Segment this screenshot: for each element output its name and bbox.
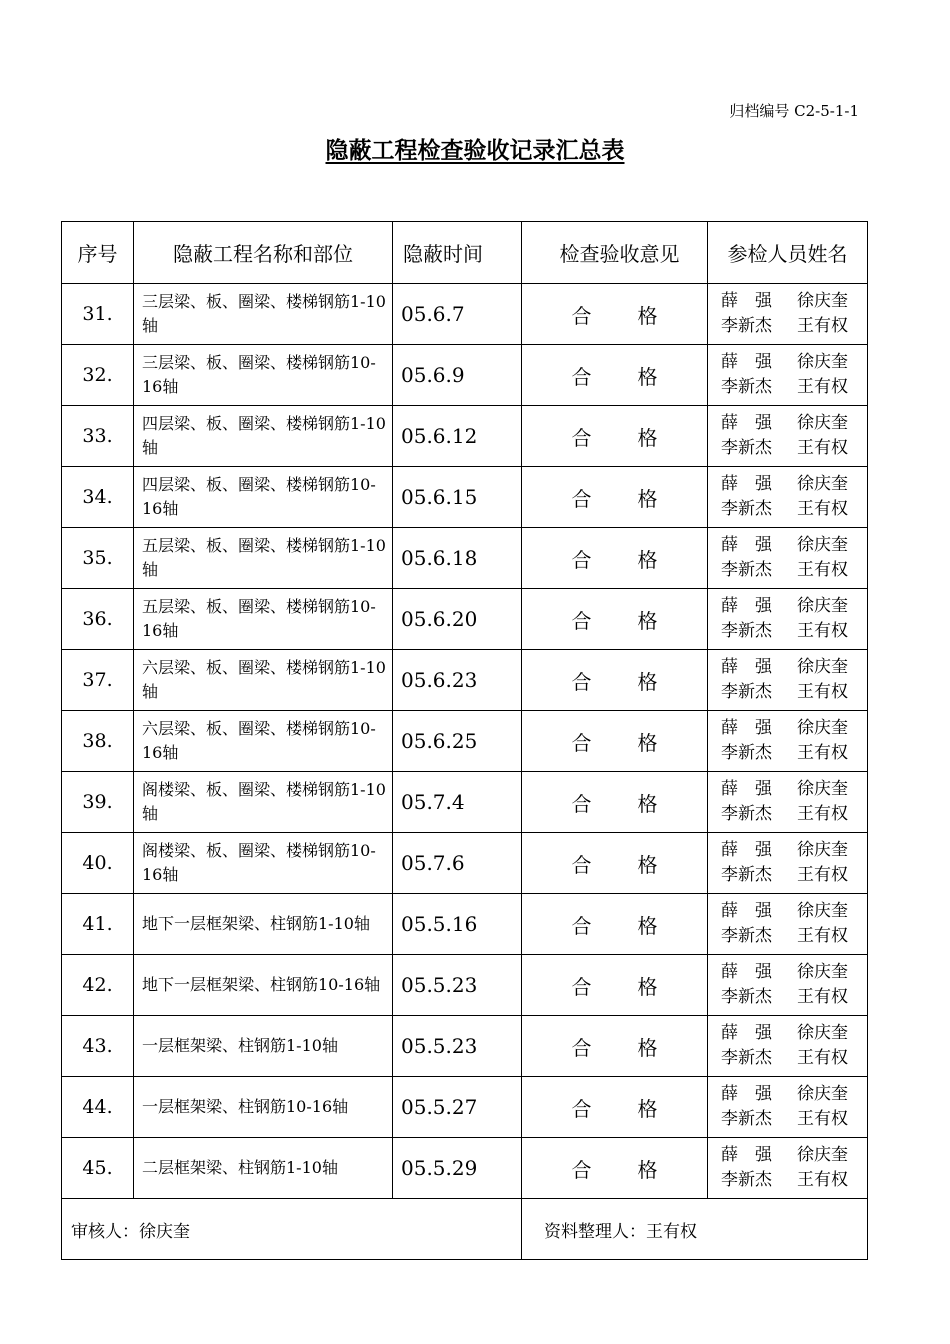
participant: 王有权 — [797, 682, 848, 702]
participant: 薛 强 — [721, 474, 772, 494]
row-participants — [708, 772, 868, 833]
row-participants — [708, 1138, 868, 1199]
table-row — [62, 406, 868, 467]
row-number: 42. — [62, 955, 134, 1016]
row-opinion-char-2: 格 — [637, 364, 658, 389]
participant: 李新杰 — [721, 743, 772, 763]
participant: 徐庆奎 — [797, 840, 848, 860]
row-opinion-char-2: 格 — [637, 730, 658, 755]
row-concealed-time: 05.6.12 — [393, 406, 522, 467]
row-opinion-char-1: 合 — [571, 547, 592, 572]
row-project-name: 阁楼梁、板、圈梁、楼梯钢筋1-10轴 — [134, 772, 393, 833]
table-row — [62, 833, 868, 894]
row-number: 40. — [62, 833, 134, 894]
row-number: 37. — [62, 650, 134, 711]
participant: 王有权 — [797, 438, 848, 458]
row-opinion-char-1: 合 — [571, 791, 592, 816]
header-opinion: 检查验收意见 — [522, 222, 708, 284]
row-project-name: 一层框架梁、柱钢筋1-10轴 — [134, 1016, 393, 1077]
header-no: 序号 — [62, 222, 134, 284]
row-project-name: 五层梁、板、圈梁、楼梯钢筋1-10轴 — [134, 528, 393, 589]
row-project-name: 阁楼梁、板、圈梁、楼梯钢筋10-16轴 — [134, 833, 393, 894]
row-number: 43. — [62, 1016, 134, 1077]
row-concealed-time: 05.5.23 — [393, 1016, 522, 1077]
row-number: 36. — [62, 589, 134, 650]
row-number: 31. — [62, 284, 134, 345]
row-opinion — [522, 894, 708, 955]
table-row — [62, 772, 868, 833]
participant: 李新杰 — [721, 377, 772, 397]
row-opinion-char-1: 合 — [571, 1035, 592, 1060]
row-participants — [708, 955, 868, 1016]
row-number: 39. — [62, 772, 134, 833]
participant: 薛 强 — [721, 1084, 772, 1104]
participant: 王有权 — [797, 499, 848, 519]
row-opinion-char-1: 合 — [571, 669, 592, 694]
row-number: 41. — [62, 894, 134, 955]
participant: 薛 强 — [721, 413, 772, 433]
participant: 王有权 — [797, 926, 848, 946]
row-number: 38. — [62, 711, 134, 772]
row-opinion — [522, 833, 708, 894]
row-project-name: 六层梁、板、圈梁、楼梯钢筋1-10轴 — [134, 650, 393, 711]
row-opinion — [522, 528, 708, 589]
row-number: 34. — [62, 467, 134, 528]
row-project-name: 二层框架梁、柱钢筋1-10轴 — [134, 1138, 393, 1199]
row-participants — [708, 284, 868, 345]
participant: 徐庆奎 — [797, 1145, 848, 1165]
participant: 薛 强 — [721, 352, 772, 372]
row-participants — [708, 1077, 868, 1138]
table-row — [62, 528, 868, 589]
row-opinion-char-2: 格 — [637, 791, 658, 816]
participant: 李新杰 — [721, 987, 772, 1007]
participant: 徐庆奎 — [797, 474, 848, 494]
participant: 徐庆奎 — [797, 596, 848, 616]
table-row — [62, 894, 868, 955]
table-row — [62, 467, 868, 528]
archive-number: 归档编号 C2-5-1-1 — [729, 102, 859, 120]
row-opinion-char-1: 合 — [571, 425, 592, 450]
participant: 李新杰 — [721, 438, 772, 458]
participant: 李新杰 — [721, 682, 772, 702]
page-title — [0, 132, 950, 165]
row-concealed-time: 05.6.25 — [393, 711, 522, 772]
participant: 徐庆奎 — [797, 413, 848, 433]
row-opinion — [522, 711, 708, 772]
participant: 李新杰 — [721, 499, 772, 519]
row-opinion — [522, 589, 708, 650]
row-opinion-char-2: 格 — [637, 1096, 658, 1121]
row-opinion-char-2: 格 — [637, 669, 658, 694]
row-opinion-char-1: 合 — [571, 303, 592, 328]
row-concealed-time: 05.5.23 — [393, 955, 522, 1016]
participant: 王有权 — [797, 316, 848, 336]
participant: 薛 强 — [721, 596, 772, 616]
participant: 王有权 — [797, 1048, 848, 1068]
table-row — [62, 650, 868, 711]
participant: 李新杰 — [721, 560, 772, 580]
row-opinion — [522, 1077, 708, 1138]
participant: 李新杰 — [721, 621, 772, 641]
row-opinion — [522, 772, 708, 833]
row-opinion-char-1: 合 — [571, 974, 592, 999]
row-opinion-char-2: 格 — [637, 852, 658, 877]
row-opinion-char-2: 格 — [637, 1035, 658, 1060]
row-opinion — [522, 345, 708, 406]
organizer: 资料整理人：王有权 — [522, 1199, 868, 1260]
participant: 王有权 — [797, 1170, 848, 1190]
participant: 薛 强 — [721, 718, 772, 738]
table-row — [62, 589, 868, 650]
participant: 徐庆奎 — [797, 535, 848, 555]
row-opinion-char-2: 格 — [637, 486, 658, 511]
participant: 薛 强 — [721, 1023, 772, 1043]
participant: 王有权 — [797, 1109, 848, 1129]
row-opinion-char-1: 合 — [571, 852, 592, 877]
row-concealed-time: 05.6.9 — [393, 345, 522, 406]
row-project-name: 六层梁、板、圈梁、楼梯钢筋10-16轴 — [134, 711, 393, 772]
participant: 徐庆奎 — [797, 352, 848, 372]
table-footer-row — [62, 1199, 868, 1260]
row-opinion — [522, 650, 708, 711]
table-row — [62, 955, 868, 1016]
row-opinion-char-2: 格 — [637, 1157, 658, 1182]
participant: 徐庆奎 — [797, 718, 848, 738]
row-opinion-char-1: 合 — [571, 913, 592, 938]
row-project-name: 一层框架梁、柱钢筋10-16轴 — [134, 1077, 393, 1138]
participant: 李新杰 — [721, 804, 772, 824]
participant: 李新杰 — [721, 1170, 772, 1190]
row-opinion-char-2: 格 — [637, 974, 658, 999]
table-row — [62, 345, 868, 406]
row-concealed-time: 05.7.4 — [393, 772, 522, 833]
participant: 薛 强 — [721, 840, 772, 860]
row-opinion-char-1: 合 — [571, 1096, 592, 1121]
row-project-name: 三层梁、板、圈梁、楼梯钢筋1-10轴 — [134, 284, 393, 345]
table-row — [62, 284, 868, 345]
participant: 王有权 — [797, 865, 848, 885]
participant: 王有权 — [797, 377, 848, 397]
participant: 李新杰 — [721, 926, 772, 946]
participant: 王有权 — [797, 987, 848, 1007]
row-opinion-char-2: 格 — [637, 608, 658, 633]
participant: 徐庆奎 — [797, 657, 848, 677]
row-project-name: 四层梁、板、圈梁、楼梯钢筋10-16轴 — [134, 467, 393, 528]
participant: 李新杰 — [721, 1048, 772, 1068]
participant: 薛 强 — [721, 962, 772, 982]
row-participants — [708, 345, 868, 406]
row-opinion-char-1: 合 — [571, 486, 592, 511]
row-number: 44. — [62, 1077, 134, 1138]
participant: 徐庆奎 — [797, 291, 848, 311]
table-row — [62, 711, 868, 772]
participant: 李新杰 — [721, 1109, 772, 1129]
row-participants — [708, 894, 868, 955]
header-time: 隐蔽时间 — [393, 222, 522, 284]
participant: 徐庆奎 — [797, 901, 848, 921]
row-participants — [708, 1016, 868, 1077]
row-participants — [708, 406, 868, 467]
row-concealed-time: 05.6.7 — [393, 284, 522, 345]
table-row — [62, 1016, 868, 1077]
participant: 王有权 — [797, 804, 848, 824]
row-number: 35. — [62, 528, 134, 589]
row-concealed-time: 05.7.6 — [393, 833, 522, 894]
participant: 薛 强 — [721, 779, 772, 799]
row-opinion — [522, 1138, 708, 1199]
row-project-name: 地下一层框架梁、柱钢筋1-10轴 — [134, 894, 393, 955]
row-project-name: 四层梁、板、圈梁、楼梯钢筋1-10轴 — [134, 406, 393, 467]
row-project-name: 地下一层框架梁、柱钢筋10-16轴 — [134, 955, 393, 1016]
row-opinion-char-1: 合 — [571, 364, 592, 389]
row-opinion — [522, 406, 708, 467]
table-row — [62, 1138, 868, 1199]
row-participants — [708, 589, 868, 650]
row-opinion — [522, 284, 708, 345]
row-concealed-time: 05.6.20 — [393, 589, 522, 650]
header-name: 隐蔽工程名称和部位 — [134, 222, 393, 284]
page-title-text: 隐蔽工程检查验收记录汇总表 — [325, 137, 625, 164]
table-body — [62, 284, 868, 1199]
row-concealed-time: 05.5.29 — [393, 1138, 522, 1199]
row-concealed-time: 05.6.15 — [393, 467, 522, 528]
participant: 李新杰 — [721, 316, 772, 336]
row-project-name: 五层梁、板、圈梁、楼梯钢筋10-16轴 — [134, 589, 393, 650]
participant: 薛 强 — [721, 291, 772, 311]
participant: 徐庆奎 — [797, 779, 848, 799]
participant: 薛 强 — [721, 1145, 772, 1165]
participant: 王有权 — [797, 743, 848, 763]
header-people: 参检人员姓名 — [708, 222, 868, 284]
participant: 徐庆奎 — [797, 1084, 848, 1104]
inspection-summary-table — [61, 221, 868, 1260]
row-participants — [708, 528, 868, 589]
row-opinion-char-1: 合 — [571, 1157, 592, 1182]
row-opinion — [522, 955, 708, 1016]
row-number: 32. — [62, 345, 134, 406]
row-participants — [708, 711, 868, 772]
row-opinion-char-2: 格 — [637, 303, 658, 328]
row-opinion — [522, 467, 708, 528]
row-project-name: 三层梁、板、圈梁、楼梯钢筋10-16轴 — [134, 345, 393, 406]
row-concealed-time: 05.6.18 — [393, 528, 522, 589]
row-opinion — [522, 1016, 708, 1077]
table-row — [62, 1077, 868, 1138]
row-participants — [708, 467, 868, 528]
participant: 薛 强 — [721, 657, 772, 677]
table-header-row — [62, 222, 868, 284]
participant: 徐庆奎 — [797, 962, 848, 982]
row-participants — [708, 833, 868, 894]
row-concealed-time: 05.5.16 — [393, 894, 522, 955]
row-opinion-char-2: 格 — [637, 547, 658, 572]
row-concealed-time: 05.6.23 — [393, 650, 522, 711]
participant: 徐庆奎 — [797, 1023, 848, 1043]
row-opinion-char-1: 合 — [571, 608, 592, 633]
row-participants — [708, 650, 868, 711]
participant: 王有权 — [797, 560, 848, 580]
participant: 薛 强 — [721, 901, 772, 921]
participant: 王有权 — [797, 621, 848, 641]
row-number: 45. — [62, 1138, 134, 1199]
row-opinion-char-1: 合 — [571, 730, 592, 755]
participant: 李新杰 — [721, 865, 772, 885]
row-opinion-char-2: 格 — [637, 425, 658, 450]
reviewer: 审核人：徐庆奎 — [62, 1199, 522, 1260]
row-concealed-time: 05.5.27 — [393, 1077, 522, 1138]
participant: 薛 强 — [721, 535, 772, 555]
row-number: 33. — [62, 406, 134, 467]
row-opinion-char-2: 格 — [637, 913, 658, 938]
